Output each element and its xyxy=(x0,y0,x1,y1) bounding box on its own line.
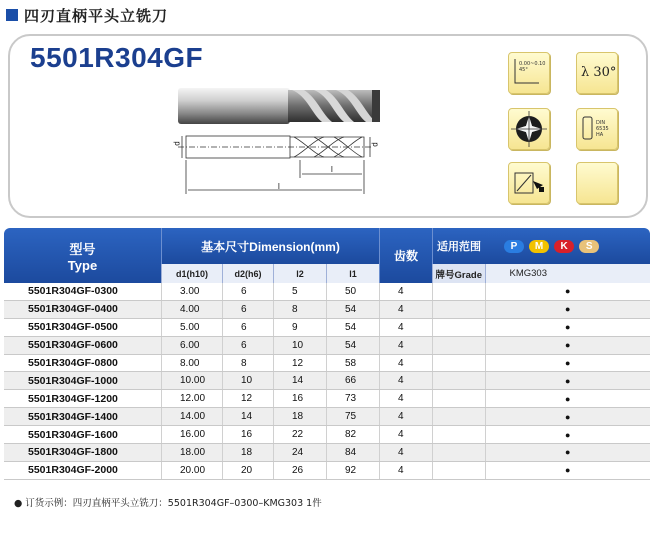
cell-d1: 5.00 xyxy=(162,318,223,336)
cell-blank xyxy=(433,354,486,372)
cell-model: 5501R304GF-0800 xyxy=(4,354,162,372)
end-cut-icon xyxy=(508,108,550,150)
d1-label: d xyxy=(370,142,380,147)
cell-grade-mark: ● xyxy=(485,283,650,300)
cell-d2: 8 xyxy=(223,354,274,372)
header-materials xyxy=(485,228,650,264)
cell-l1: 66 xyxy=(327,372,380,390)
cell-teeth: 4 xyxy=(380,444,433,462)
cell-l1: 73 xyxy=(327,390,380,408)
table-row xyxy=(4,461,650,479)
product-model: 5501R304GF xyxy=(30,42,204,73)
table-row xyxy=(4,408,650,426)
page-title: 四刃直柄平头立铣刀 xyxy=(24,6,169,25)
page-header xyxy=(6,4,168,26)
cell-model: 5501R304GF-0300 xyxy=(4,283,162,300)
cell-l1: 54 xyxy=(327,300,380,318)
cell-teeth: 4 xyxy=(380,336,433,354)
cell-teeth: 4 xyxy=(380,390,433,408)
cell-blank xyxy=(433,426,486,444)
cell-d2: 6 xyxy=(223,336,274,354)
cell-l2: 16 xyxy=(274,390,327,408)
cell-l2: 10 xyxy=(274,336,327,354)
cell-l1: 75 xyxy=(327,408,380,426)
spec-table xyxy=(4,228,650,480)
table-row xyxy=(4,444,650,462)
material-m-badge: M xyxy=(529,240,549,253)
cell-d1: 12.00 xyxy=(162,390,223,408)
cell-grade-mark: ● xyxy=(485,372,650,390)
cell-d2: 16 xyxy=(223,426,274,444)
cell-blank xyxy=(433,336,486,354)
sub-l2: l2 xyxy=(274,264,327,283)
cell-l2: 5 xyxy=(274,283,327,300)
table-row xyxy=(4,390,650,408)
cell-l2: 18 xyxy=(274,408,327,426)
material-p-badge: P xyxy=(504,240,524,253)
cell-teeth: 4 xyxy=(380,426,433,444)
material-s-badge: S xyxy=(579,240,599,253)
header-dimension: 基本尺寸Dimension(mm) xyxy=(162,228,380,264)
cell-l2: 26 xyxy=(274,461,327,479)
sub-grade: 牌号Grade xyxy=(433,264,486,283)
sub-l1: l1 xyxy=(327,264,380,283)
sub-d1: d1(h10) xyxy=(162,264,223,283)
tolerance-icon: 0.00~0.10 45° xyxy=(508,52,550,94)
cell-blank xyxy=(433,300,486,318)
cell-grade-mark: ● xyxy=(485,318,650,336)
table-row xyxy=(4,318,650,336)
cell-l1: 84 xyxy=(327,444,380,462)
cell-grade-mark: ● xyxy=(485,390,650,408)
cell-teeth: 4 xyxy=(380,461,433,479)
table-row xyxy=(4,336,650,354)
cell-model: 5501R304GF-1000 xyxy=(4,372,162,390)
cell-l2: 14 xyxy=(274,372,327,390)
cell-l1: 92 xyxy=(327,461,380,479)
l1-label: l xyxy=(278,182,280,191)
cell-model: 5501R304GF-1600 xyxy=(4,426,162,444)
d2-label: d xyxy=(172,141,182,146)
cell-blank xyxy=(433,390,486,408)
side-cut-icon xyxy=(508,162,550,204)
cell-model: 5501R304GF-1400 xyxy=(4,408,162,426)
standard-din-icon: DIN 6535 HA xyxy=(576,108,618,150)
table-row xyxy=(4,426,650,444)
cell-d1: 10.00 xyxy=(162,372,223,390)
cell-d1: 18.00 xyxy=(162,444,223,462)
product-panel xyxy=(8,34,648,218)
cell-grade-mark: ● xyxy=(485,354,650,372)
cell-d1: 20.00 xyxy=(162,461,223,479)
cell-d1: 4.00 xyxy=(162,300,223,318)
l2-label: l xyxy=(331,165,333,174)
cell-d2: 18 xyxy=(223,444,274,462)
tool-photo xyxy=(172,84,382,128)
cell-teeth: 4 xyxy=(380,372,433,390)
cell-d2: 20 xyxy=(223,461,274,479)
cell-l1: 54 xyxy=(327,336,380,354)
cell-d1: 14.00 xyxy=(162,408,223,426)
cell-d2: 6 xyxy=(223,283,274,300)
cell-grade-mark: ● xyxy=(485,426,650,444)
cell-model: 5501R304GF-0500 xyxy=(4,318,162,336)
cell-teeth: 4 xyxy=(380,318,433,336)
cell-d1: 8.00 xyxy=(162,354,223,372)
order-example-note: ● 订货示例：四刃直柄平头立铣刀：5501R304GF–0300–KMG303 1件 xyxy=(14,498,322,509)
table-row xyxy=(4,354,650,372)
cell-l1: 82 xyxy=(327,426,380,444)
cell-blank xyxy=(433,461,486,479)
table-row xyxy=(4,283,650,300)
cell-d1: 3.00 xyxy=(162,283,223,300)
cell-d2: 12 xyxy=(223,390,274,408)
cell-model: 5501R304GF-0400 xyxy=(4,300,162,318)
cell-d2: 6 xyxy=(223,318,274,336)
cell-l1: 50 xyxy=(327,283,380,300)
cell-l2: 9 xyxy=(274,318,327,336)
cell-blank xyxy=(433,372,486,390)
cell-grade-mark: ● xyxy=(485,300,650,318)
cell-d2: 6 xyxy=(223,300,274,318)
header-square-icon xyxy=(6,9,18,21)
cell-d1: 16.00 xyxy=(162,426,223,444)
cell-model: 5501R304GF-0600 xyxy=(4,336,162,354)
cell-blank xyxy=(433,283,486,300)
sub-d2: d2(h6) xyxy=(223,264,274,283)
cell-teeth: 4 xyxy=(380,283,433,300)
cell-blank xyxy=(433,318,486,336)
cell-l2: 8 xyxy=(274,300,327,318)
cell-teeth: 4 xyxy=(380,300,433,318)
header-model: 型号 Type xyxy=(4,228,162,283)
cell-grade-mark: ● xyxy=(485,444,650,462)
cell-model: 5501R304GF-2000 xyxy=(4,461,162,479)
table-row xyxy=(4,372,650,390)
cell-blank xyxy=(433,444,486,462)
blank-icon xyxy=(576,162,618,204)
cell-l1: 58 xyxy=(327,354,380,372)
cell-grade-mark: ● xyxy=(485,336,650,354)
table-row xyxy=(4,300,650,318)
helix-angle-icon: λ 30° xyxy=(576,52,618,94)
material-k-badge: K xyxy=(554,240,574,253)
cell-d2: 14 xyxy=(223,408,274,426)
cell-blank xyxy=(433,408,486,426)
cell-d2: 10 xyxy=(223,372,274,390)
cell-teeth: 4 xyxy=(380,354,433,372)
cell-teeth: 4 xyxy=(380,408,433,426)
cell-model: 5501R304GF-1200 xyxy=(4,390,162,408)
header-teeth: 齿数 xyxy=(380,228,433,283)
cell-model: 5501R304GF-1800 xyxy=(4,444,162,462)
grade-value: KMG303 xyxy=(485,264,650,283)
cell-d1: 6.00 xyxy=(162,336,223,354)
cell-grade-mark: ● xyxy=(485,461,650,479)
cell-l2: 24 xyxy=(274,444,327,462)
cell-l2: 22 xyxy=(274,426,327,444)
cell-l1: 54 xyxy=(327,318,380,336)
cell-grade-mark: ● xyxy=(485,408,650,426)
cell-l2: 12 xyxy=(274,354,327,372)
header-apply: 适用范围 xyxy=(433,228,486,264)
